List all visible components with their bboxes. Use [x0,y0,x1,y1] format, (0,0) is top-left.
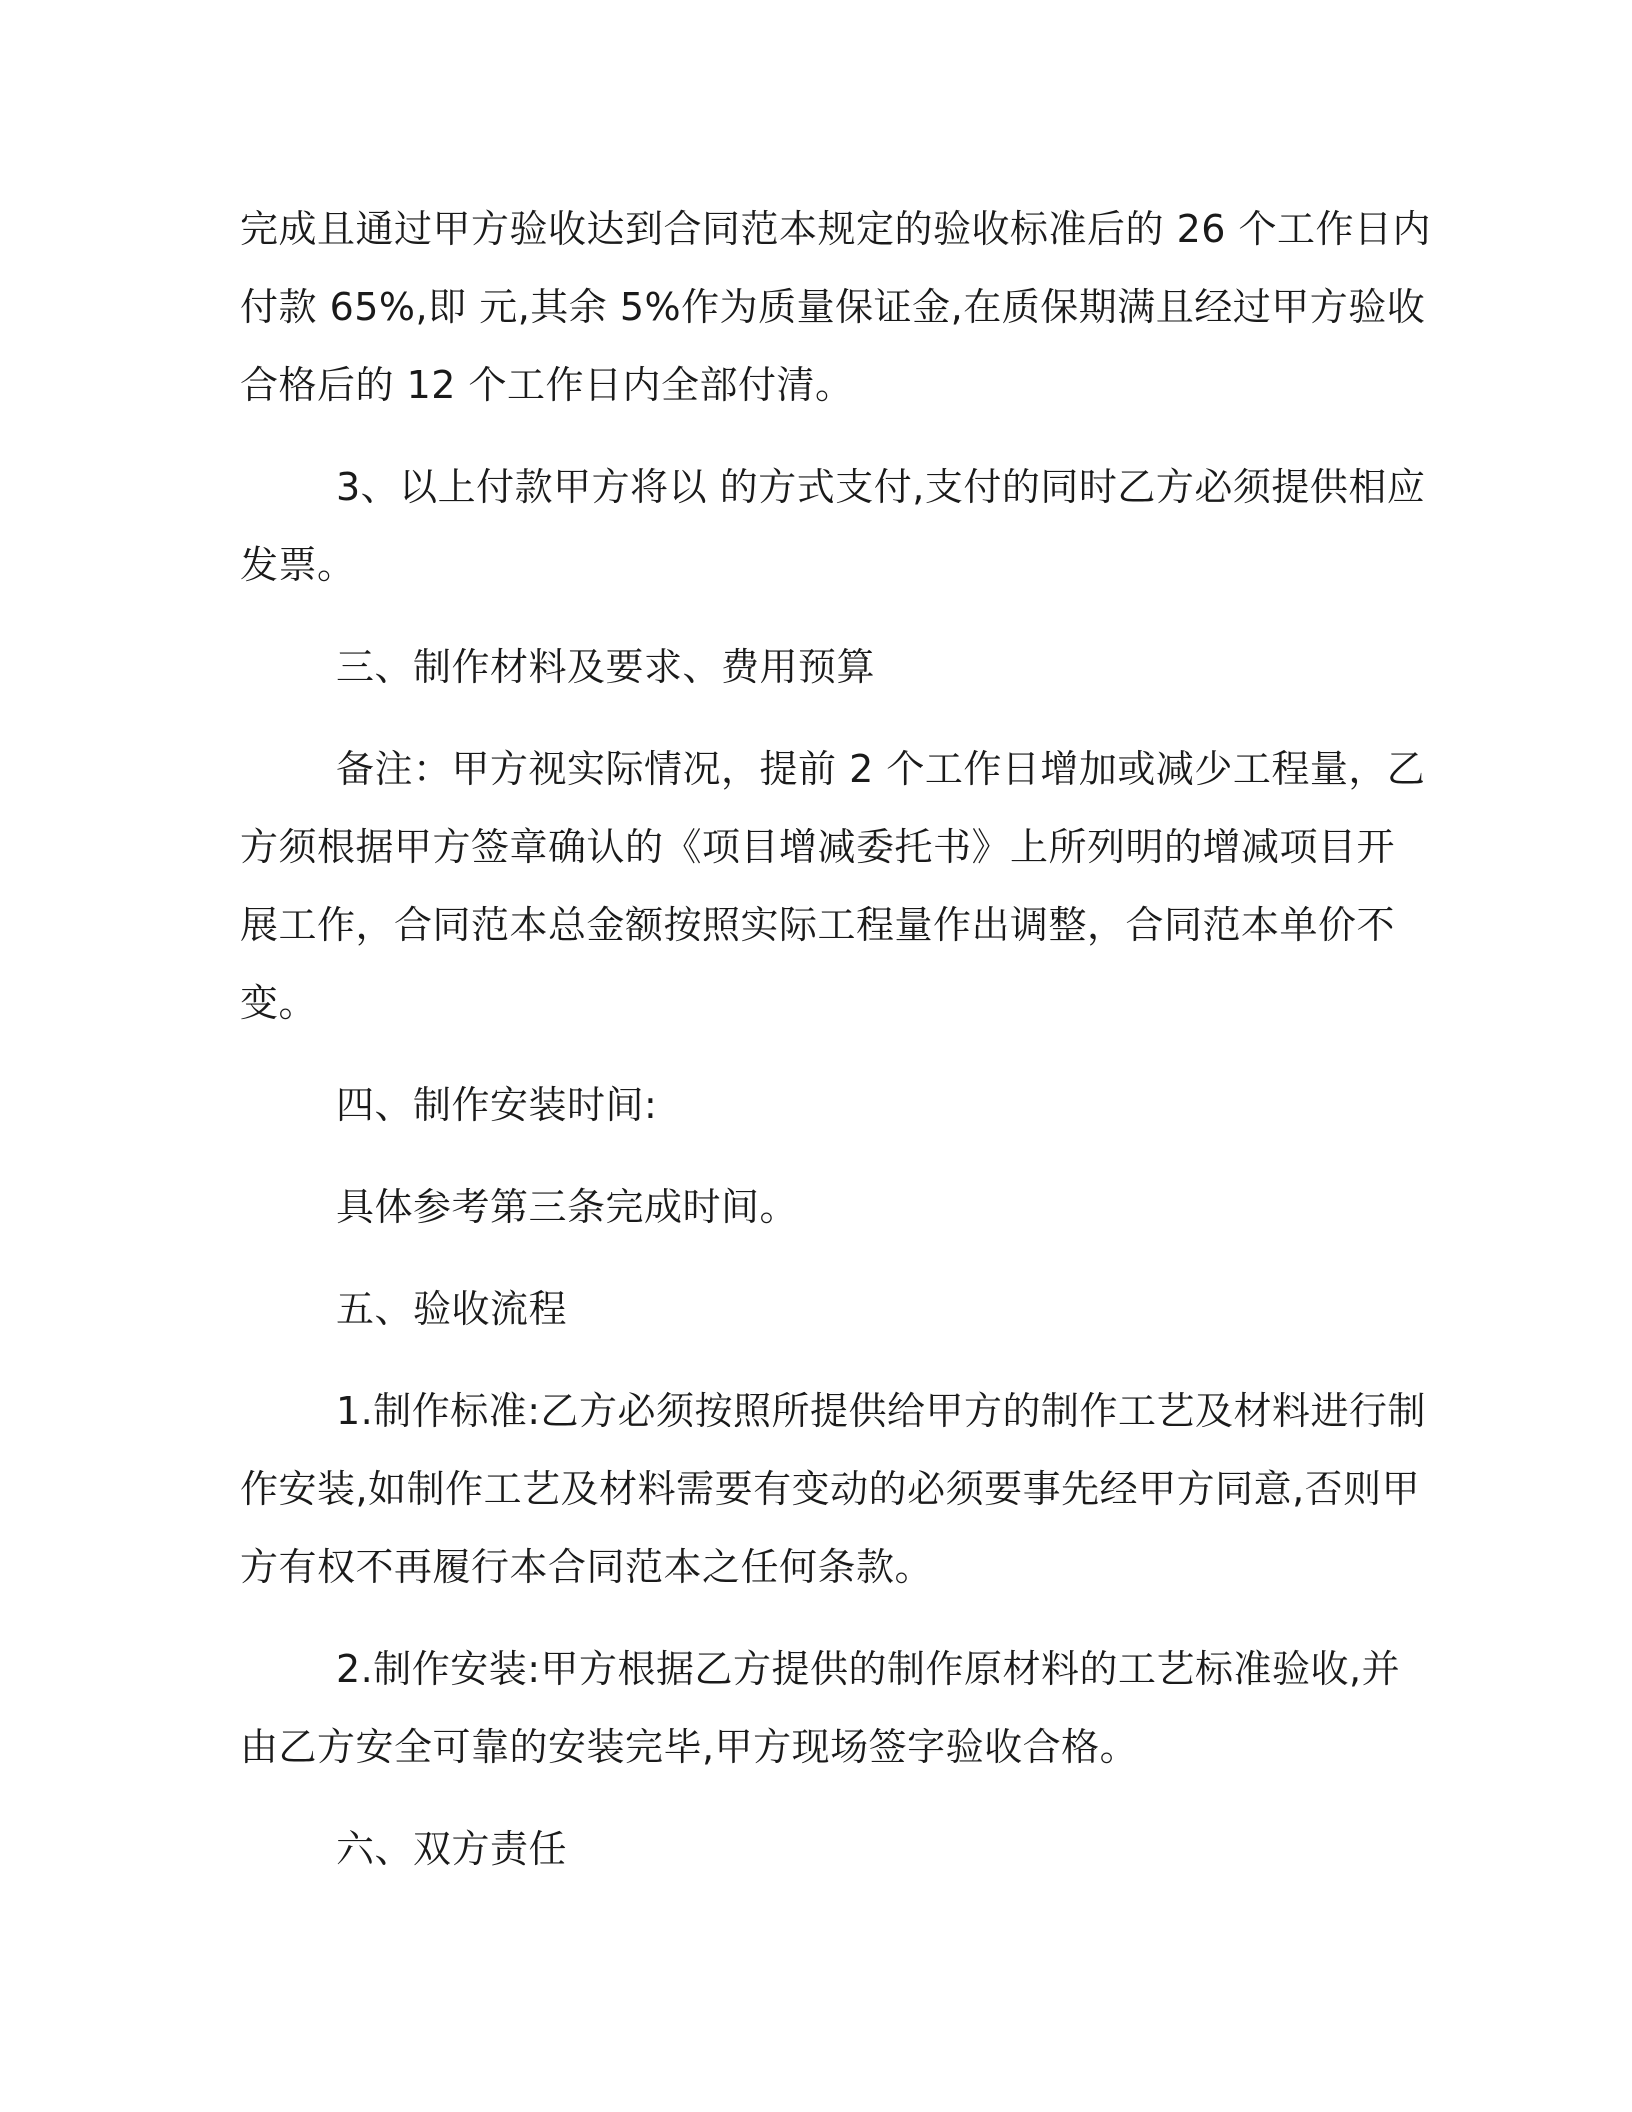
text-line: 具体参考第三条完成时间。 [336,1185,799,1229]
text-line: 由乙方安全可靠的安装完毕,甲方现场签字验收合格。 [240,1725,1139,1769]
section-4-heading [240,1066,1390,1144]
text-line: 完成且通过甲方验收达到合同范本规定的验收标准后的 26 个工作日内 [240,207,1432,251]
section-6-heading [240,1810,1390,1888]
paragraph-clause-3-payment-method [240,448,1426,604]
text-line: 方须根据甲方签章确认的《项目增减委托书》上所列明的增减项目开 [240,825,1396,869]
paragraph-section-4-body [240,1168,1390,1246]
heading-line: 三、制作材料及要求、费用预算 [336,645,876,689]
section-5-heading [240,1270,1390,1348]
text-line: 2.制作安装:甲方根据乙方提供的制作原材料的工艺标准验收,并 [336,1647,1401,1691]
text-line: 3、以上付款甲方将以 的方式支付,支付的同时乙方必须提供相应 [336,465,1426,509]
section-3-heading [240,628,1390,706]
document-page [240,190,1432,1888]
text-line: 备注：甲方视实际情况，提前 2 个工作日增加或减少工程量，乙 [336,747,1426,791]
heading-line: 六、双方责任 [336,1827,568,1871]
text-line: 发票。 [240,543,356,587]
heading-line: 五、验收流程 [336,1287,568,1331]
paragraph-clause-2-install [240,1630,1401,1786]
paragraph-remark [240,730,1426,1042]
text-line: 合格后的 12 个工作日内全部付清。 [240,363,854,407]
text-line: 作安装,如制作工艺及材料需要有变动的必须要事先经甲方同意,否则甲 [240,1467,1421,1511]
text-line: 展工作，合同范本总金额按照实际工程量作出调整，合同范本单价不 [240,903,1396,947]
text-line: 方有权不再履行本合同范本之任何条款。 [240,1545,934,1589]
paragraph-clause-1-standard [240,1372,1427,1606]
text-line: 1.制作标准:乙方必须按照所提供给甲方的制作工艺及材料进行制 [336,1389,1427,1433]
heading-line: 四、制作安装时间: [336,1083,658,1127]
text-line: 变。 [240,981,318,1025]
paragraph-payment-terms [240,190,1432,424]
text-line: 付款 65%,即 元,其余 5%作为质量保证金,在质保期满且经过甲方验收 [240,285,1426,329]
